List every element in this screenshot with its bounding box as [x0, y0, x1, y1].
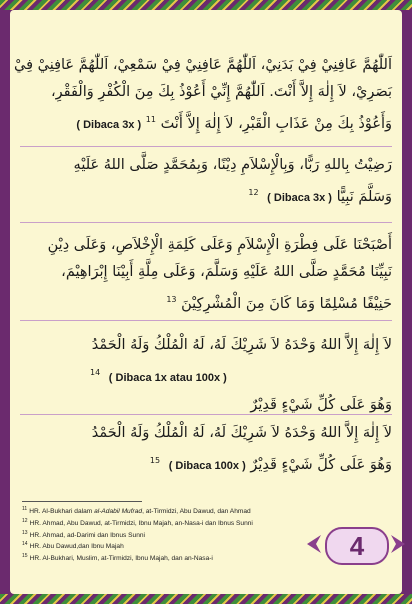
prayer-line: نَبِيِّنَا مُحَمَّدٍ صَلَّى اللهُ عَلَيْهِ وَسَلَّمَ، وَعَلَى مِلَّةِ أَبِيْنَا إِبْرَاهِيْمَ،	[61, 264, 392, 280]
footnote-number: 13	[22, 529, 28, 536]
footnote-text: HR. Abu Dawud,dan Ibnu Majah	[29, 543, 124, 551]
prayer-block-1	[13, 52, 392, 139]
prayer-line: رَضِيْتُ بِاللهِ رَبًّا، وَبِالْإِسْلاَمِ دِيْنًا، وَبِمُحَمَّدٍ صَلَّى اللهُ عَلَيْهِ	[73, 157, 392, 173]
prayer-line: لاَ إِلٰهَ إِلاَّ اللهُ وَحْدَهُ لاَ شَرِيْكَ لَهُ، لَهُ الْمُلْكُ وَلَهُ الْحَمْدُ	[91, 337, 392, 353]
prayer-block-4	[20, 332, 392, 419]
prayer-block-5	[20, 420, 392, 480]
repeat-count: ( Dibaca 1x atau 100x )	[108, 371, 227, 384]
footnotes	[22, 501, 322, 564]
footnote-number: 15	[22, 553, 28, 560]
prayer-text: حَنِيْفًا مُسْلِمًا وَمَا كَانَ مِنَ الْمُشْرِكِيْنَ	[181, 295, 392, 312]
ornament-right-icon	[389, 533, 409, 555]
footnote-number: 14	[22, 541, 28, 548]
prayer-line-last: وَهُوَ عَلَى كُلِّ شَيْءٍ قَدِيْرٌ	[250, 396, 392, 413]
footnote-text: HR. Ahmad, Abu Dawud, at-Tirmidzi, Ibnu Majah, an-Nasa-i dan Ibnus Sunni	[29, 519, 253, 527]
footnote-marker: 12	[248, 188, 259, 197]
footnote-marker: 13	[166, 295, 177, 304]
footnote-text: , at-Tirmidzi, Abu Dawud, dan Ahmad	[142, 508, 251, 516]
repeat-count: ( Dibaca 100x )	[168, 459, 246, 472]
decorative-border-top	[0, 0, 412, 10]
decorative-border-bottom	[0, 594, 412, 604]
ornament-left-icon	[303, 533, 323, 555]
footnote-marker: 11	[145, 115, 156, 124]
prayer-block-2	[20, 152, 392, 212]
footnote-text: HR. Ahmad, ad-Darimi dan Ibnus Sunni	[29, 531, 146, 539]
section-divider	[20, 222, 392, 223]
prayer-line: اَللّٰهُمَّ عَافِنِيْ فِيْ بَدَنِيْ، اَللّٰهُمَّ عَافِنِيْ فِيْ سَمْعِيْ، اَللّٰهُمَّ عَافِنِيْ فِيْ	[13, 57, 392, 73]
section-divider	[20, 146, 392, 147]
prayer-line-last	[20, 286, 392, 318]
footnote-14	[22, 540, 322, 552]
page-number-badge	[325, 527, 389, 565]
footnote-marker: 14	[90, 368, 101, 377]
footnote-11	[22, 505, 322, 517]
prayer-text: وَهُوَ عَلَى كُلِّ شَيْءٍ قَدِيْرٌ	[250, 456, 392, 473]
prayer-line-last	[20, 106, 392, 139]
footnote-13	[22, 529, 322, 541]
prayer-line: أَصْبَحْنَا عَلَى فِطْرَةِ الْإِسْلاَمِ وَعَلَى كَلِمَةِ الْإِخْلاَصِ، وَعَلَى دِيْنِ	[47, 237, 392, 253]
footnote-text: HR. Al-Bukhari, Muslim, at-Tirmidzi, Ibnu Majah, dan an-Nasa-i	[29, 555, 213, 563]
repeat-count: ( Dibaca 3x )	[267, 191, 332, 204]
prayer-line: لاَ إِلٰهَ إِلاَّ اللهُ وَحْدَهُ لاَ شَرِيْكَ لَهُ، لَهُ الْمُلْكُ وَلَهُ الْحَمْدُ	[91, 425, 392, 441]
prayer-line: بَصَرِيْ، لاَ إِلٰهَ إِلاَّ أَنْتَ. اَللّٰهُمَّ إِنِّيْ أَعُوْذُ بِكَ مِنَ الْكُفْرِ وَالْفَقْرِ،	[50, 84, 392, 100]
footnote-marker: 15	[149, 456, 161, 465]
prayer-block-3	[20, 232, 392, 318]
prayer-text: وَأَعُوْذُ بِكَ مِنْ عَذَابِ الْقَبْرِ، لاَ إِلٰهَ إِلاَّ أَنْتَ	[160, 115, 392, 132]
prayer-line-last	[20, 447, 392, 480]
page-number: 4	[349, 530, 365, 561]
footnote-12	[22, 517, 322, 529]
footnote-text: HR. Al-Bukhari dalam	[29, 508, 95, 516]
footnote-number: 12	[22, 517, 28, 524]
footnote-number: 11	[22, 506, 28, 512]
footnote-15	[22, 552, 322, 564]
footnote-book-title: al-Adabil Mufrad	[94, 508, 143, 516]
section-divider	[20, 414, 392, 415]
prayer-text: وَسَلَّمَ نَبِيًّا	[336, 188, 392, 205]
repeat-count: ( Dibaca 3x )	[76, 118, 142, 131]
prayer-line-last	[20, 179, 392, 212]
prayer-line-dibaca	[20, 359, 392, 392]
footnote-divider	[22, 501, 142, 502]
section-divider	[20, 320, 392, 321]
